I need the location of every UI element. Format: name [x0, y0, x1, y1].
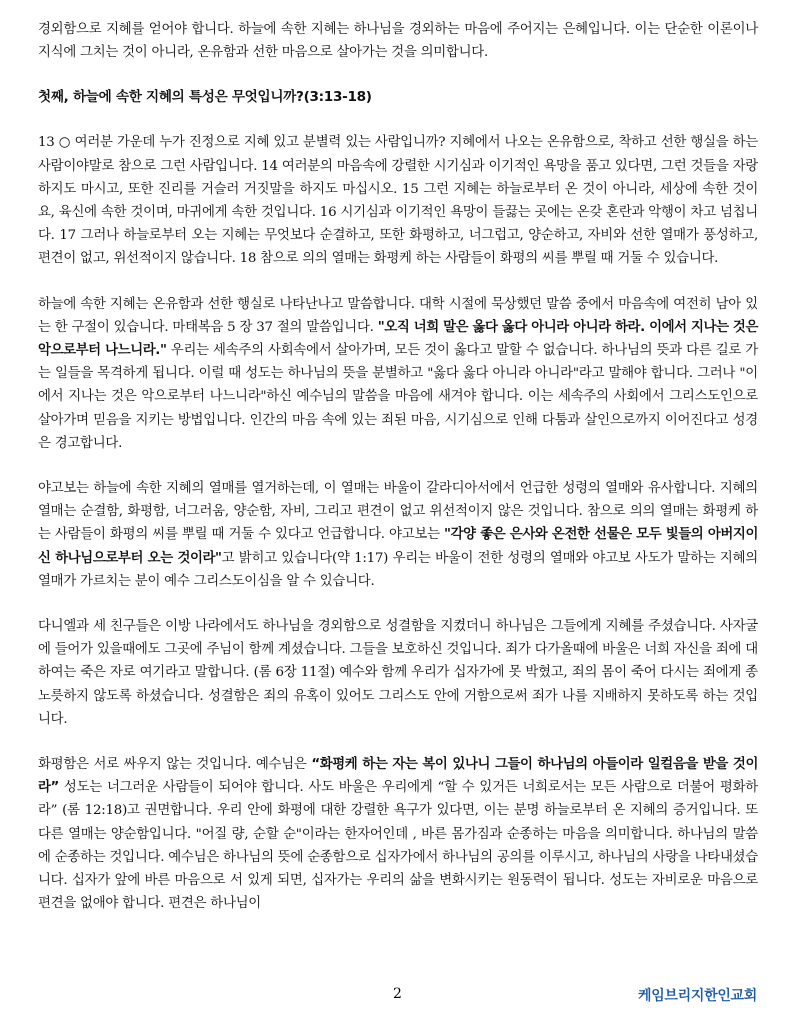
fruit-paragraph: [38, 477, 758, 593]
fruit-bold-quote: "각양 좋은 은사와 온전한 선물은 모두 빛들의 아버지이신 하나님으로부터 오는 것이라": [38, 527, 759, 566]
scripture-paragraph: 13 ○ 여러분 가운데 누가 진정으로 지혜 있고 분별력 있는 사람입니까? 지혜에서 나오는 온유함으로, 착하고 선한 행실을 하는 사람이야말로 참으로 그런 사람입니다. 14 여러분의 마음속에 강렬한 시기심과 이기적인 욕망을 품고 있다면, 그런 것들을 자랑하지도 마시고, 또한 진리를 거슬러 거짓말을 하지도 마십시오. 15 그런 지혜는 하늘로부터 온 것이 아니라, 세상에 속한 것이요, 육신에 속한 것이며, 마귀에게 속한 것입니다. 16 시기심과 이기적인 욕망이 들끓는 곳에는 온갖 혼란과 악행이 차고 넘칩니다. 17 그러나 하늘로부터 오는 지혜는 무엇보다 순결하고, 또한 화평하고, 너그럽고, 양순하고, 자비와 선한 열매가 풍성하고, 편견이 없고, 위선적이지 않습니다. 18 참으로 의의 열매는 화평케 하는 사람들이 화평의 씨를 뿌릴 때 거둘 수 있습니다.: [38, 135, 758, 267]
daniel-paragraph: 다니엘과 세 친구들은 이방 나라에서도 하나님을 경외함으로 성결함을 지켰더니 하나님은 그들에게 지혜를 주셨습니다. 사자굴에 들어가 있을때에도 그곳에 주님이 함께 계셨습니다. 그들을 보호하신 것입니다. 죄가 다가올때에 바울은 너희 자신을 죄에 대하여는 죽은 자로 여기라고 말합니다. (롬 6장 11절) 예수와 함께 우리가 십자가에 못 박혔고, 죄의 몸이 죽어 다시는 죄에게 종 노릇하지 않도록 하셨습니다. 성결함은 죄의 유혹이 있어도 그리스도 안에 거함으로써 죄가 나를 지배하지 못하도록 하는 것입니다.: [38, 619, 758, 727]
peace-paragraph: [38, 753, 758, 915]
document-body: [38, 18, 758, 916]
peace-text-1: 화평함은 서로 싸우지 않는 것입니다. 예수님은: [38, 757, 312, 773]
page-number: 2: [393, 986, 402, 1002]
gentle-text-2: 우리는 세속주의 사회속에서 살아가며, 모든 것이 옳다고 말할 수 없습니다. 하나님의 뜻과 다른 길로 가는 일들을 목격하게 됩니다. 이럴 때 성도는 하나님의 뜻을 분별하고 "옳다 옳다 아니라 아니라"라고 말해야 합니다. 그러나 "이에서 지나는 것은 악으로부터 나느니라"하신 예수님의 말씀을 마음에 새겨야 합니다. 이는 세속주의 사회에서 그리스도인으로 살아가며 믿음을 지키는 방법입니다. 인간의 마음 속에 있는 죄된 마음, 시기심으로 인해 다툼과 살인으로까지 이어진다고 성경은 경고합니다.: [38, 343, 758, 451]
fruit-text-1: 야고보는 하늘에 속한 지혜의 열매를 열거하는데, 이 열매는 바울이 갈라디아서에서 언급한 성령의 열매와 유사합니다. 지혜의 열매는 순결함, 화평함, 너그러움, 양순함, 자비, 그리고 편견이 없고 위선적이지 않은 것입니다. 참으로 의의 열매는 화평케 하는 사람들이 화평의 씨를 뿌릴 때 거둘 수 있다고 언급합니다. 야고보는: [38, 481, 758, 543]
gentle-paragraph: [38, 293, 758, 455]
gentle-text-1: 하늘에 속한 지혜는 온유함과 선한 행실로 나타난나고 말씀합니다. 대학 시절에 묵상했던 말씀 중에서 마음속에 여전히 남아 있는 한 구절이 있습니다. 마태복음 5 장 37 절의 말씀입니다.: [38, 296, 758, 335]
peace-bold-quote: “화평케 하는 자는 복이 있나니 그들이 하나님의 아들이라 일컬음을 받을 것이라”: [38, 757, 758, 796]
peace-text-2: 성도는 너그러운 사람들이 되어야 합니다. 사도 바울은 우리에게 “할 수 있거든 너희로서는 모든 사람으로 더불어 평화하라” (롬 12:18)고 권면합니다. 우리 안에 화평에 대한 강렬한 욕구가 있다면, 이는 분명 하늘로부터 온 지혜의 증거입니다. 또 다른 열매는 양순함입니다. "어질 량, 순할 순"이라는 한자어인데 , 바른 몸가짐과 순종하는 마음을 의미합니다. 하나님의 말씀에 순종하는 것입니다. 예수님은 하나님의 뜻에 순종함으로 십자가에서 하나님의 공의를 이루시고, 하나님의 사랑을 나타내셨습니다. 십자가 앞에 바른 마음으로 서 있게 되면, 십자가는 우리의 삶을 변화시키는 원동력이 됩니다. 성도는 자비로운 마음으로 편견을 없애야 합니다. 편견은 하나님이: [38, 780, 758, 912]
section-heading: 첫째, 하늘에 속한 지혜의 특성은 무엇입니까?(3:13-18): [38, 89, 372, 106]
gentle-bold-quote: "오직 너희 말은 옳다 옳다 아니라 아니라 하라. 이에서 지나는 것은 악으로부터 나느니라.": [38, 319, 758, 359]
intro-paragraph: 경외함으로 지혜를 얻어야 합니다. 하늘에 속한 지혜는 하나님을 경외하는 마음에 주어지는 은혜입니다. 이는 단순한 이론이나 지식에 그치는 것이 아니라, 온유함과 선한 마음으로 살아가는 것을 의미합니다.: [38, 22, 758, 61]
fruit-text-2: 고 밝히고 있습니다(약 1:17) 우리는 바울이 전한 성령의 열매와 야고보 사도가 말하는 지혜의 열매가 가르치는 분이 예수 그리스도이심을 알 수 있습니다.: [38, 550, 758, 589]
church-name: 케임브리지한인교회: [637, 988, 757, 1004]
